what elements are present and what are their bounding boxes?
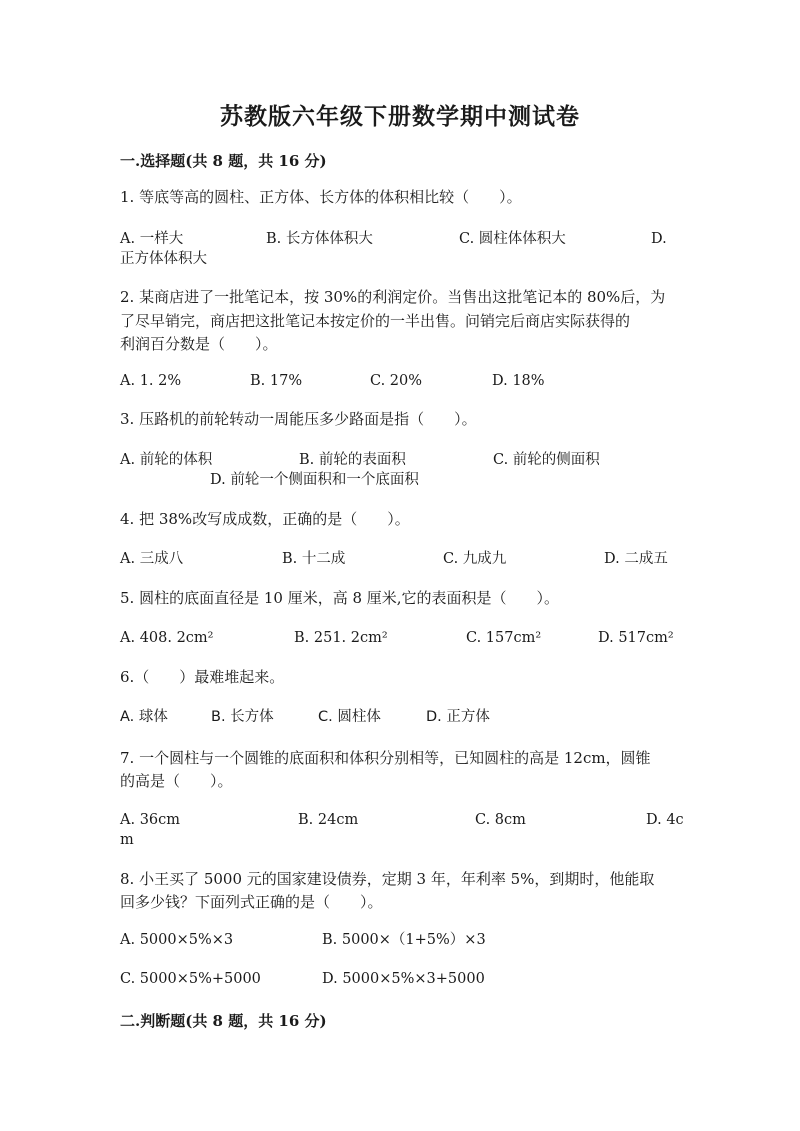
question-6-option-d: D. 正方体 (426, 709, 490, 725)
question-5-option-a: A. 408. 2cm² (120, 630, 214, 646)
section-heading-judgment: 二.判断题(共 8 题，共 16 分) (120, 1012, 327, 1030)
question-7-option-a: A. 36cm (120, 812, 181, 828)
question-4-option-a: A. 三成八 (120, 551, 184, 567)
question-2-option-b: B. 17% (250, 373, 303, 389)
question-8-option-b: B. 5000×（1+5%）×3 (322, 932, 486, 948)
question-5-option-c: C. 157cm² (466, 630, 542, 646)
question-8-stem-line-2: 回多少钱？下面列式正确的是（ ）。 (120, 893, 383, 911)
question-6-option-c: C. 圆柱体 (318, 709, 381, 725)
question-8-option-c: C. 5000×5%+5000 (120, 971, 261, 987)
question-1-option-b: B. 长方体体积大 (266, 231, 373, 247)
question-7-stem-line-2: 的高是（ ）。 (120, 772, 233, 790)
question-4-stem: 4. 把 38%改写成成数，正确的是（ ）。 (120, 510, 410, 528)
question-8-stem-line-1: 8. 小王买了 5000 元的国家建设债券，定期 3 年，年利率 5%，到期时，他能取 (120, 870, 655, 888)
question-3-stem: 3. 压路机的前轮转动一周能压多少路面是指（ ）。 (120, 410, 477, 428)
question-3-option-b: B. 前轮的表面积 (299, 452, 406, 468)
question-8-option-a: A. 5000×5%×3 (120, 932, 234, 948)
question-2-stem-line-1: 2. 某商店进了一批笔记本，按 30%的利润定价。当售出这批笔记本的 80%后，为 (120, 288, 666, 306)
page-title: 苏教版六年级下册数学期中测试卷 (220, 103, 580, 130)
question-2-stem-line-3: 利润百分数是（ ）。 (120, 335, 278, 353)
question-7-stem-line-1: 7. 一个圆柱与一个圆锥的底面积和体积分别相等，已知圆柱的高是 12cm，圆锥 (120, 749, 651, 767)
question-5-option-b: B. 251. 2cm² (294, 630, 388, 646)
question-1-option-c: C. 圆柱体体积大 (459, 231, 566, 247)
question-6-stem: 6.（ ）最难堆起来。 (120, 668, 285, 686)
question-6-option-b: B. 长方体 (211, 709, 274, 725)
question-1-stem: 1. 等底等高的圆柱、正方体、长方体的体积相比较（ ）。 (120, 188, 522, 206)
question-2-option-a: A. 1. 2% (120, 373, 182, 389)
question-7-option-c: C. 8cm (475, 812, 526, 828)
question-3-option-a: A. 前轮的体积 (120, 452, 213, 468)
question-2-stem-line-2: 了尽早销完，商店把这批笔记本按定价的一半出售。问销完后商店实际获得的 (120, 312, 631, 330)
question-4-option-d: D. 二成五 (604, 551, 668, 567)
question-8-option-d: D. 5000×5%×3+5000 (322, 971, 485, 987)
question-5-stem: 5. 圆柱的底面直径是 10 厘米，高 8 厘米,它的表面积是（ ）。 (120, 589, 560, 607)
question-7-option-d: D. 4c (646, 812, 684, 828)
question-6-option-a: A. 球体 (120, 709, 168, 725)
question-2-option-d: D. 18% (492, 373, 545, 389)
question-4-option-c: C. 九成九 (443, 551, 507, 567)
question-1-option-d: D. (651, 231, 667, 247)
question-7-option-b: B. 24cm (298, 812, 359, 828)
question-1-option-a: A. 一样大 (120, 231, 184, 247)
question-1-option-d-continued: 正方体体积大 (120, 251, 207, 267)
section-heading-choice: 一.选择题(共 8 题，共 16 分) (120, 152, 327, 170)
question-7-option-d-continued: m (120, 832, 134, 848)
question-2-option-c: C. 20% (370, 373, 423, 389)
question-3-option-c: C. 前轮的侧面积 (493, 452, 600, 468)
question-3-option-d: D. 前轮一个侧面积和一个底面积 (210, 472, 419, 488)
question-5-option-d: D. 517cm² (598, 630, 674, 646)
question-4-option-b: B. 十二成 (282, 551, 346, 567)
